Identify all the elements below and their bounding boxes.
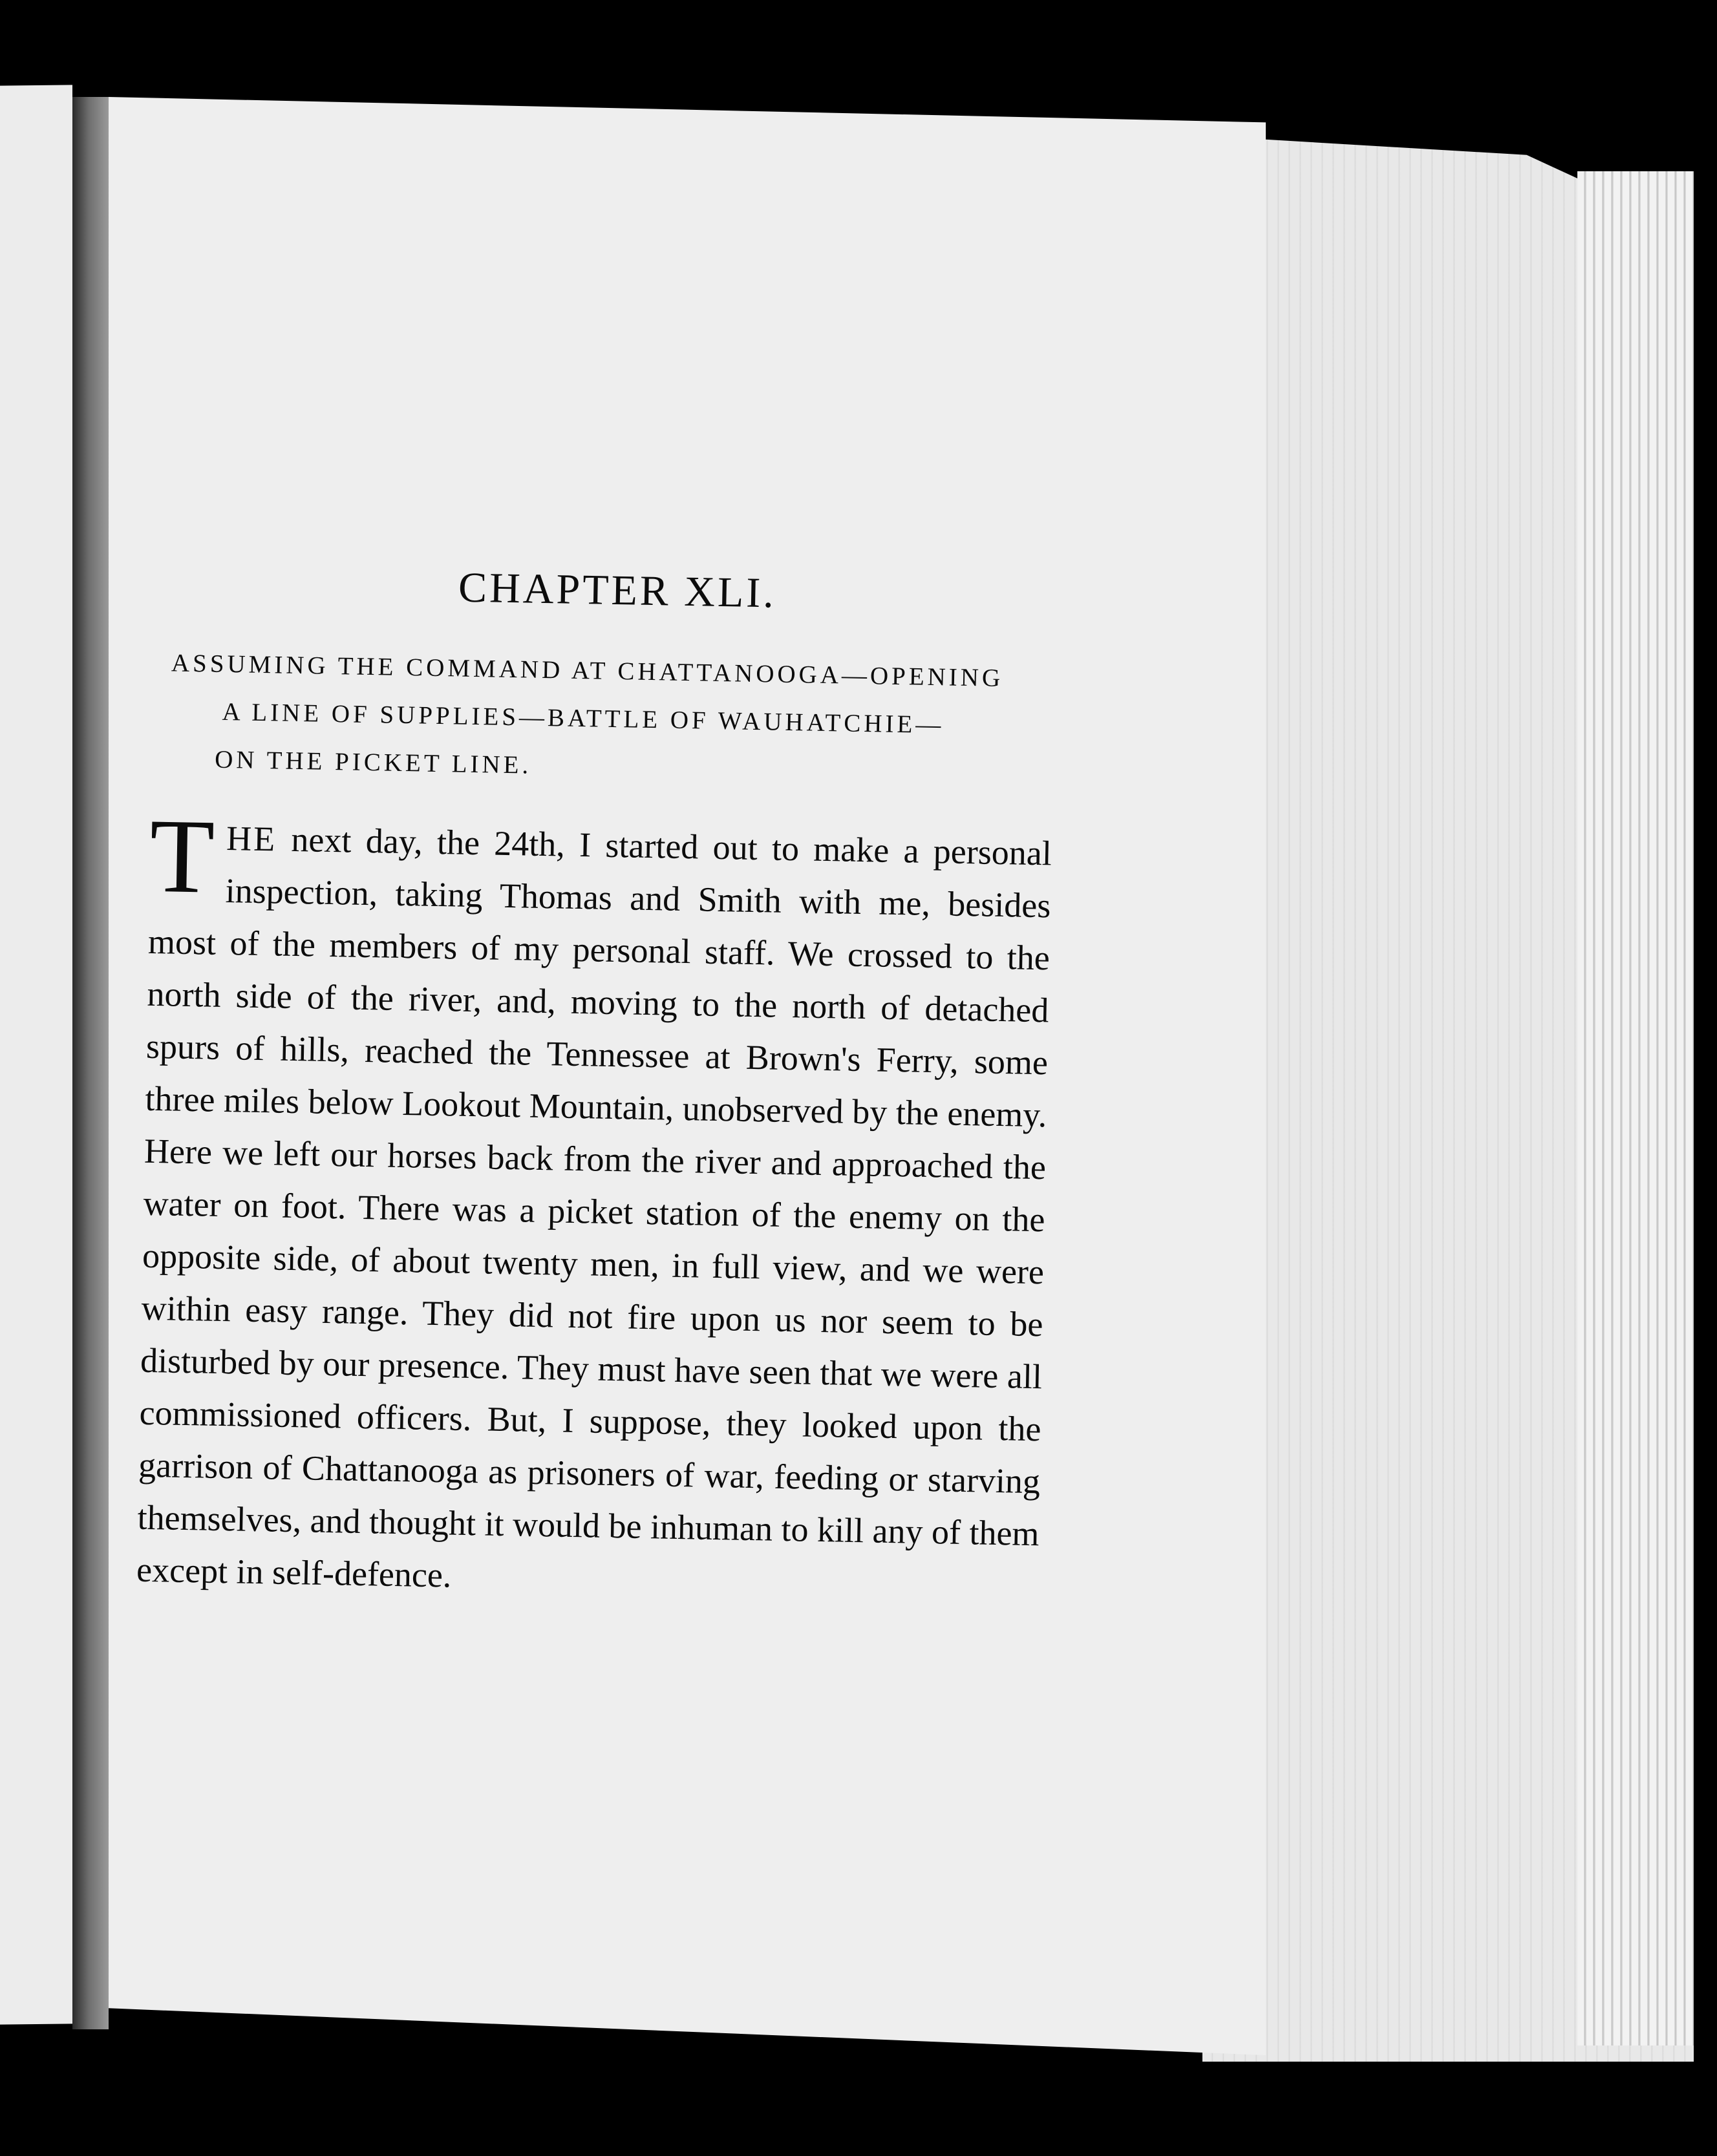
book-gutter [72, 97, 109, 2029]
chapter-paragraph [136, 797, 1052, 1612]
chapter-subheading [169, 639, 1071, 799]
chapter-title: CHAPTER XLI. [458, 564, 777, 617]
page-text-block [104, 556, 1067, 1612]
subheading-line-3: ON THE PICKET LINE. [214, 745, 532, 779]
page-block-fore-edge [1577, 171, 1694, 2045]
subheading-line-2: A LINE OF SUPPLIES—BATTLE OF WAUHATCHIE— [222, 697, 944, 739]
drop-cap: T [148, 797, 216, 916]
paragraph-text: next day, the 24th, I started out to make a personal inspection, taking Thomas and Smith with me, besides most of the members of my personal staff. We crossed to the north side of the river, and, moving to the north of detached spurs of hills, reached the Tennessee at Brown's Ferry, some three miles below Lookout Mountain, unobserved by the enemy. Here we left our horses back from the river and approached the water on foot. There was a picket station of the enemy on the opposite side, of about twenty men, in full view, and we were within easy range. They did not fire upon us nor seem to be disturbed by our presence. They must have seen that we were all commissioned officers. But, I suppose, they looked upon the garrison of Chattanooga as prisoners of war, feeding or starving themselves, and thought it would be inhuman to kill any of them except in self-defence. [136, 819, 1052, 1595]
facing-page-edge [0, 85, 72, 2024]
lead-word: HE [226, 819, 277, 859]
subheading-line-1: ASSUMING THE COMMAND AT CHATTANOOGA—OPENING [171, 649, 1004, 692]
